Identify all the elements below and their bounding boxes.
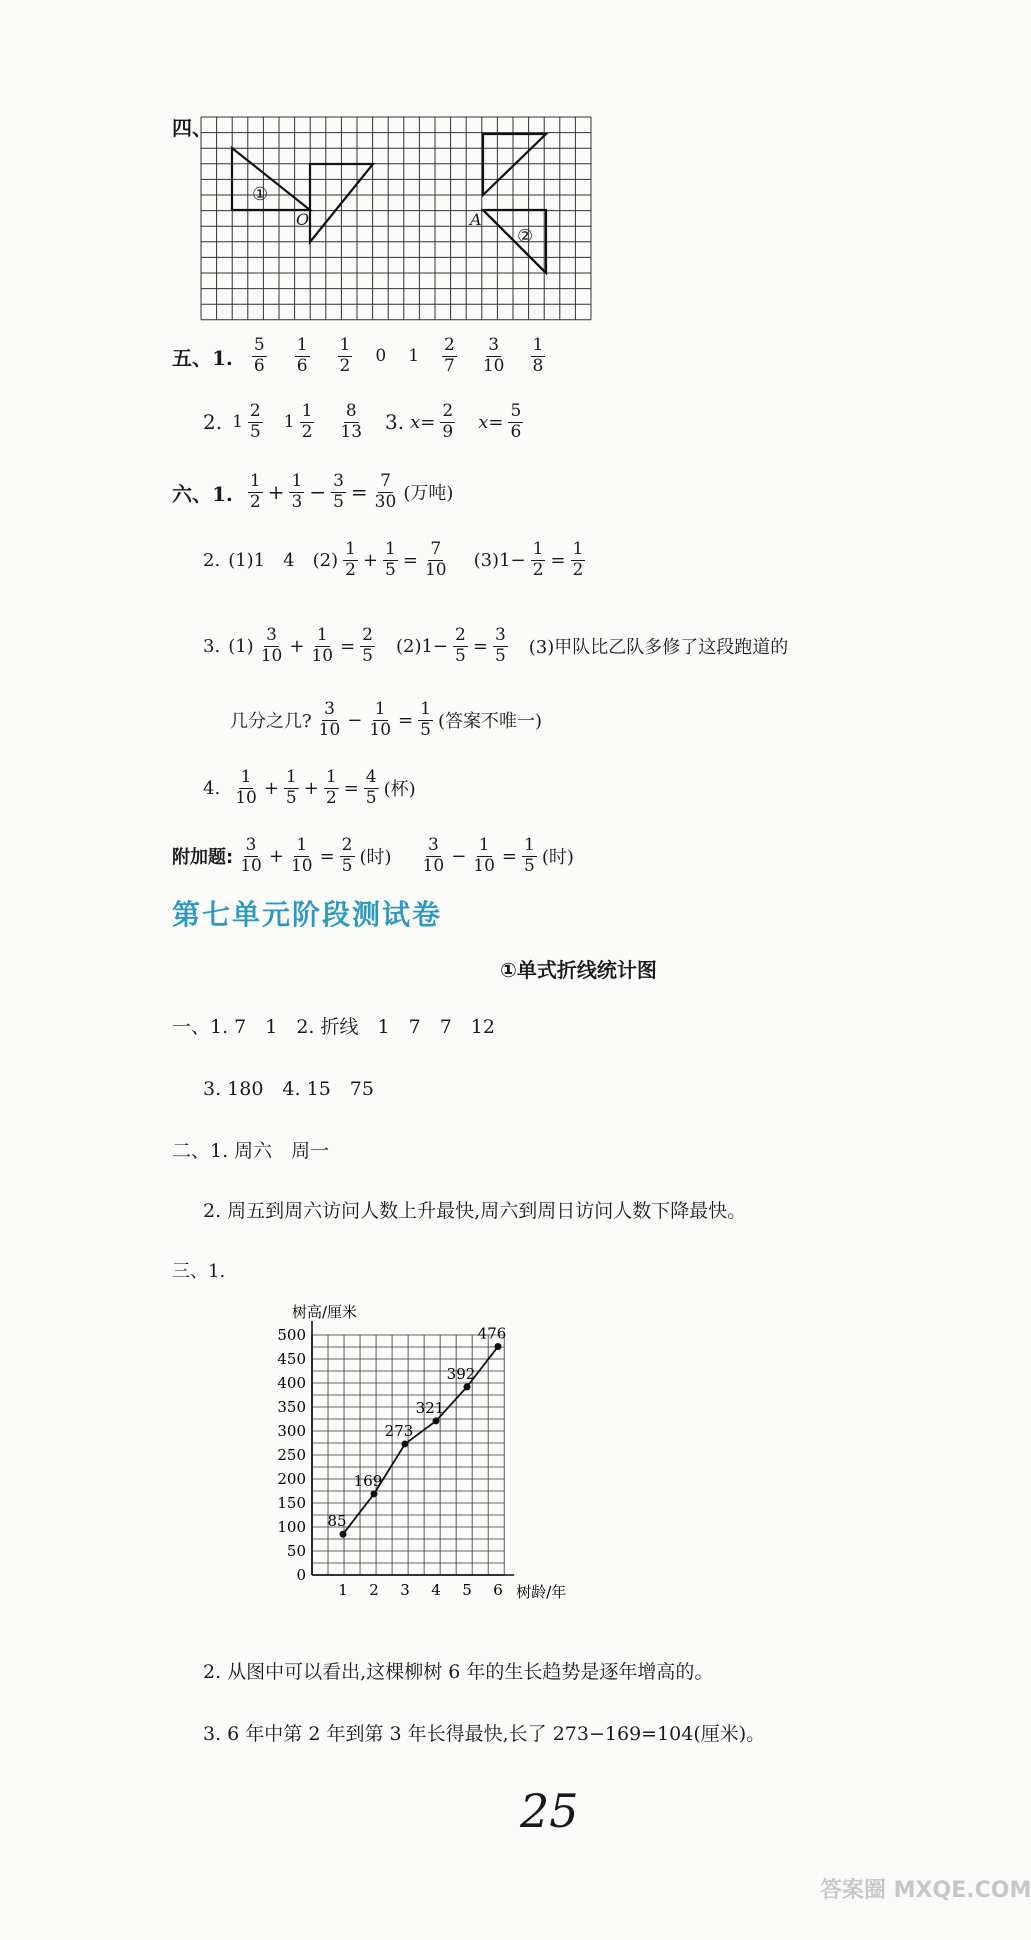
page-number: 25 — [520, 1784, 579, 1838]
q6-2-c: (2) — [312, 549, 339, 571]
fraction: $\frac{2}{9}$ — [442, 401, 454, 442]
fraction: $\frac{2}{5}$ — [341, 835, 353, 876]
q6-3-b: (2)1− — [395, 635, 449, 657]
q6-row4: 4. $\frac{1}{10}$ + $\frac{1}{5}$ + $\frac{1}{2}$ = $\frac{4}{5}$ (杯) — [203, 767, 416, 808]
data-point — [433, 1417, 440, 1424]
s1-line1: 一、1. 7 1 2. 折线 1 7 7 12 — [172, 1016, 495, 1038]
x-axis-title: 树龄/年 — [516, 1583, 567, 1601]
x-tick-label: 1 — [338, 1581, 348, 1599]
q6-row2: 2. (1)1 4 (2) $\frac{1}{2}$ + $\frac{1}{5}$ = $\frac{7}{10}$ (3)1− $\frac{1}{2}$ = $\frac{1}{2}$ — [203, 539, 584, 580]
y-axis-title: 树高/厘米 — [292, 1303, 358, 1321]
s3-3: 3. 6 年中第 2 年到第 3 年长得最快,长了 273−169=104(厘米)。 — [203, 1723, 766, 1745]
fraction: $\frac{3}{10}$ — [240, 835, 262, 876]
q4-grid-figure — [190, 100, 590, 320]
q5-one: 1 — [408, 346, 420, 367]
mixed-whole: 1 — [232, 412, 243, 433]
data-label: 321 — [415, 1398, 445, 1417]
s2-line1: 二、1. 周六 周一 — [172, 1140, 330, 1162]
fraction: $\frac{8}{13}$ — [340, 401, 363, 442]
x-tick-label: 6 — [493, 1581, 503, 1599]
q6-3-label: 3. — [203, 635, 221, 657]
tree-height-line-chart — [262, 1250, 642, 1620]
mark-1: ① — [252, 184, 269, 205]
fraction: $\frac{1}{5}$ — [385, 539, 396, 580]
unit-text: (杯) — [383, 779, 416, 801]
y-tick-label: 400 — [277, 1374, 306, 1392]
q6-3-d: 几分之几? — [230, 711, 312, 733]
fraction: $\frac{3}{10}$ — [422, 835, 445, 876]
q5-label: 五、1. — [172, 345, 233, 370]
x-tick-label: 2 — [369, 1581, 379, 1599]
fraction: $\frac{1}{5}$ — [420, 699, 431, 740]
fraction: $\frac{3}{10}$ — [260, 625, 283, 666]
equation-x: x= — [410, 411, 436, 433]
s1-line2: 3. 180 4. 15 75 — [203, 1078, 374, 1100]
q5-row1 — [172, 336, 550, 376]
triangle-2-rotated — [483, 134, 546, 195]
x-tick-label: 4 — [431, 1581, 441, 1599]
q5-zero: 0 — [375, 346, 387, 367]
q5-row2 — [203, 402, 528, 442]
q6-label: 六、1. — [172, 481, 233, 506]
fraction: $\frac{3}{5}$ — [333, 471, 344, 512]
fraction: $\frac{2}{5}$ — [455, 625, 466, 666]
data-label: 273 — [384, 1421, 414, 1440]
data-point — [464, 1383, 471, 1390]
q5-2-label: 2. — [203, 410, 223, 435]
q6-row1: 六、1. $\frac{1}{2}$ + $\frac{1}{3}$ − $\frac{3}{5}$ = $\frac{7}{30}$ (万吨) — [172, 471, 454, 512]
fraction: $\frac{1}{2}$ — [249, 471, 261, 512]
point-a: A — [470, 210, 482, 229]
watermark-logo: 答案圈 MXQE.COM — [820, 1878, 1031, 1903]
y-tick-label: 300 — [277, 1422, 306, 1440]
fraction: $\frac{1}{6}$ — [296, 335, 308, 376]
fraction: $\frac{5}{6}$ — [510, 401, 522, 442]
data-point — [495, 1343, 502, 1350]
y-tick-label: 100 — [277, 1518, 306, 1536]
s3-label: 三、1. — [172, 1261, 226, 1282]
q6-2-label: 2. — [203, 549, 221, 571]
y-tick-label: 0 — [296, 1566, 306, 1584]
q6-row3: 3. (1) $\frac{3}{10}$ + $\frac{1}{10}$ = $\frac{2}{5}$ (2)1− $\frac{2}{5}$ = $\frac{3}{5}$ (3)甲队比乙队多修了这段跑道的 — [203, 625, 789, 666]
section-title: 第七单元阶段测试卷 — [172, 898, 443, 931]
q5-3-label: 3. — [385, 410, 405, 435]
fraction: $\frac{4}{5}$ — [365, 767, 377, 808]
q6-4-label: 4. — [203, 777, 221, 799]
s3-2: 2. 从图中可以看出,这棵柳树 6 年的生长趋势是逐年增高的。 — [203, 1661, 714, 1683]
extra-label: 附加题: — [172, 847, 234, 869]
y-tick-label: 250 — [277, 1446, 306, 1464]
y-tick-label: 450 — [277, 1350, 306, 1368]
fraction: $\frac{2}{7}$ — [444, 335, 455, 376]
data-label: 85 — [327, 1512, 347, 1531]
y-tick-label: 500 — [277, 1326, 306, 1344]
fraction: $\frac{1}{2}$ — [532, 539, 544, 580]
fraction: $\frac{2}{5}$ — [362, 625, 373, 666]
q6-3-c: (3)甲队比乙队多修了这段跑道的 — [528, 637, 789, 659]
q6-2-d: (3)1− — [473, 549, 526, 571]
fraction: $\frac{1}{8}$ — [532, 335, 544, 376]
fraction: $\frac{1}{5}$ — [524, 835, 535, 876]
y-tick-label: 150 — [277, 1494, 306, 1512]
fraction: $\frac{1}{5}$ — [285, 767, 297, 808]
q6-row3b: 几分之几? $\frac{3}{10}$ − $\frac{1}{10}$ = $\frac{1}{5}$ (答案不唯一) — [230, 699, 542, 740]
data-label: 169 — [353, 1471, 383, 1490]
q6-2-b: 4 — [283, 549, 295, 571]
data-label: 476 — [477, 1324, 507, 1343]
equation-x: x= — [478, 411, 504, 433]
fraction: $\frac{3}{5}$ — [494, 625, 506, 666]
fraction: $\frac{1}{2}$ — [325, 767, 337, 808]
fraction: $\frac{7}{30}$ — [374, 471, 397, 512]
fraction: $\frac{5}{6}$ — [253, 335, 265, 376]
q6-2-a: (1)1 — [228, 549, 266, 571]
unit-text: (万吨) — [403, 483, 454, 505]
q4-label: 四、 — [172, 116, 212, 140]
data-point — [371, 1490, 378, 1497]
y-tick-label: 200 — [277, 1470, 306, 1488]
unit-text: (时) — [359, 847, 392, 869]
fraction: $\frac{3}{10}$ — [318, 699, 341, 740]
fraction: $\frac{2}{5}$ — [249, 401, 261, 442]
fraction: $\frac{1}{2}$ — [572, 539, 584, 580]
unit-text: (时) — [541, 847, 574, 869]
x-tick-label: 3 — [400, 1581, 410, 1599]
mark-2: ② — [517, 226, 534, 247]
data-label: 392 — [446, 1364, 476, 1383]
q6-3-a: (1) — [228, 635, 254, 657]
mixed-whole: 1 — [283, 412, 295, 433]
point-o: O — [296, 210, 310, 229]
fraction: $\frac{1}{2}$ — [301, 401, 313, 442]
fraction: $\frac{1}{10}$ — [290, 835, 313, 876]
fraction: $\frac{1}{10}$ — [369, 699, 392, 740]
fraction: $\frac{1}{10}$ — [473, 835, 495, 876]
x-tick-label: 5 — [462, 1581, 472, 1599]
fraction: $\frac{1}{2}$ — [339, 335, 351, 376]
y-tick-label: 350 — [277, 1398, 306, 1416]
fraction: $\frac{1}{10}$ — [311, 625, 334, 666]
subsection-title: ①单式折线统计图 — [500, 958, 657, 982]
fraction: $\frac{3}{10}$ — [482, 335, 505, 376]
fraction: $\frac{1}{2}$ — [345, 539, 356, 580]
fraction: $\frac{1}{3}$ — [291, 471, 303, 512]
q6-3-e: (答案不唯一) — [437, 711, 542, 733]
fraction: $\frac{7}{10}$ — [424, 539, 447, 580]
extra-row: 附加题: $\frac{3}{10}$ + $\frac{1}{10}$ = $\frac{2}{5}$ (时) $\frac{3}{10}$ − $\frac{1}{10}$ = $\frac{1}{5}$ (时) — [172, 835, 574, 876]
data-point — [340, 1531, 347, 1538]
fraction: $\frac{1}{10}$ — [235, 767, 257, 808]
s2-line2: 2. 周五到周六访问人数上升最快,周六到周日访问人数下降最快。 — [203, 1200, 747, 1222]
y-tick-label: 50 — [286, 1542, 306, 1560]
data-point — [402, 1440, 409, 1447]
